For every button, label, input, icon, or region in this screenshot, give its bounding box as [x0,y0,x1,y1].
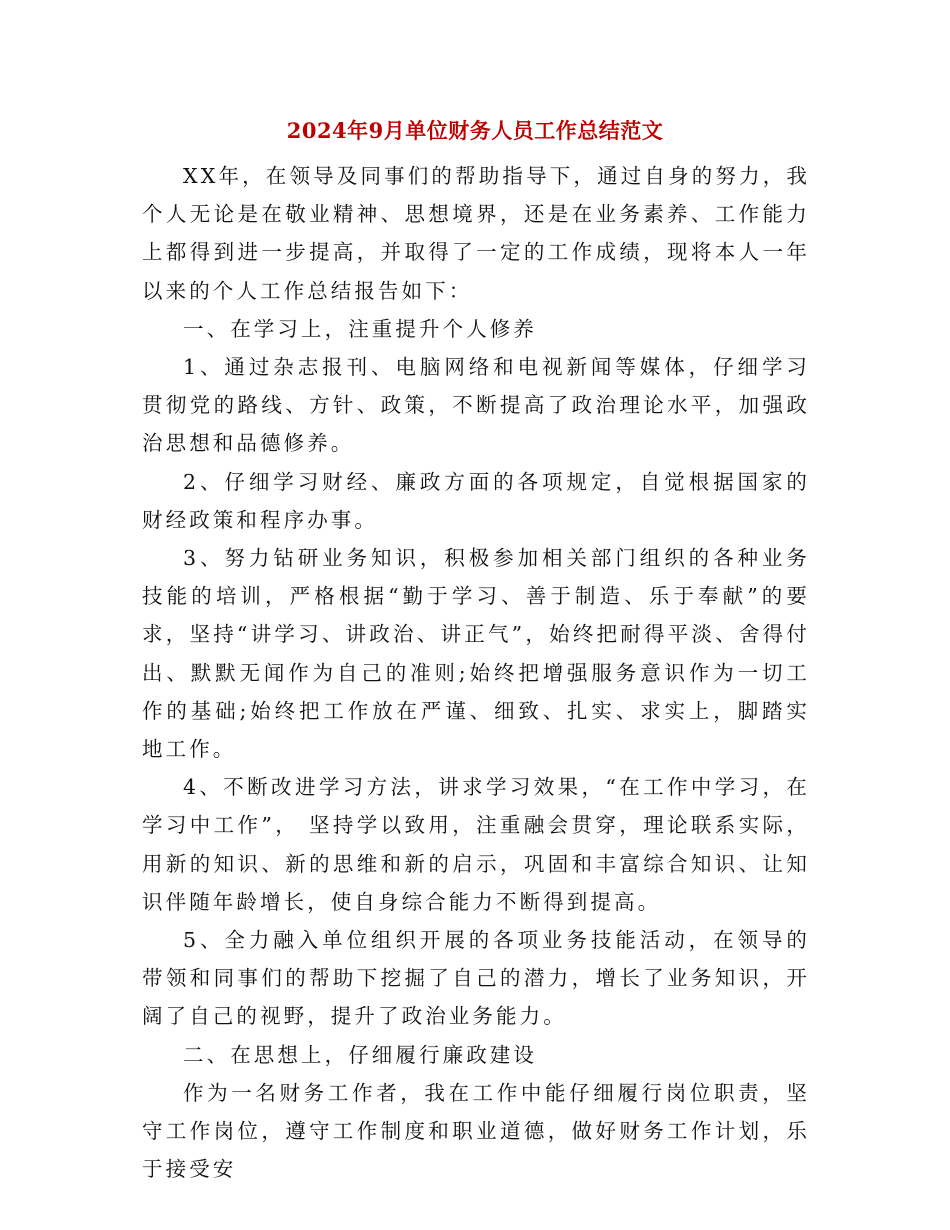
paragraph-item-1: 1、通过杂志报刊、电脑网络和电视新闻等媒体，仔细学习贯彻党的路线、方针、政策，不断提高了政治理论水平，加强政治思想和品德修养。 [142,355,810,456]
paragraph-item-3: 3、努力钻研业务知识，积极参加相关部门组织的各种业务技能的培训，严格根据“勤于学习、善于制造、乐于奉献”的要求，坚持“讲学习、讲政治、讲正气”，始终把耐得平淡、舍得付出、默默无闻作为自己的准则;始终把增强服务意识作为一切工作的基础;始终把工作放在严谨、细致、扎实、求实上，脚踏实地工作。 [142,546,810,762]
document-title: 2024年9月单位财务人员工作总结范文 [286,118,664,143]
section-heading-study: 一、在学习上，注重提升个人修养 [183,316,537,341]
paragraph-item-5: 5、全力融入单位组织开展的各项业务技能活动，在领导的带领和同事们的帮助下挖掘了自己的潜力，增长了业务知识，开阔了自己的视野，提升了政治业务能力。 [142,928,810,1029]
paragraph-intro: XX年，在领导及同事们的帮助指导下，通过自身的努力，我个人无论是在敬业精神、思想境界，还是在业务素养、工作能力上都得到进一步提高，并取得了一定的工作成绩，现将本人一年以来的个人工作总结报告如下： [142,164,810,303]
paragraph-ideology: 作为一名财务工作者，我在工作中能仔细履行岗位职责，坚守工作岗位，遵守工作制度和职业道德，做好财务工作计划，乐于接受安 [142,1080,810,1182]
paragraph-item-2: 2、仔细学习财经、廉政方面的各项规定，自觉根据国家的财经政策和程序办事。 [142,469,810,532]
paragraph-item-4: 4、不断改进学习方法，讲求学习效果，“在工作中学习，在学习中工作”， 坚持学以致用，注重融会贯穿，理论联系实际，用新的知识、新的思维和新的启示，巩固和丰富综合知识、让知识伴随年龄增长，使自身综合能力不断得到提高。 [142,775,810,914]
document-body [142,157,810,1188]
section-heading-ideology: 二、在思想上，仔细履行廉政建设 [183,1042,537,1067]
